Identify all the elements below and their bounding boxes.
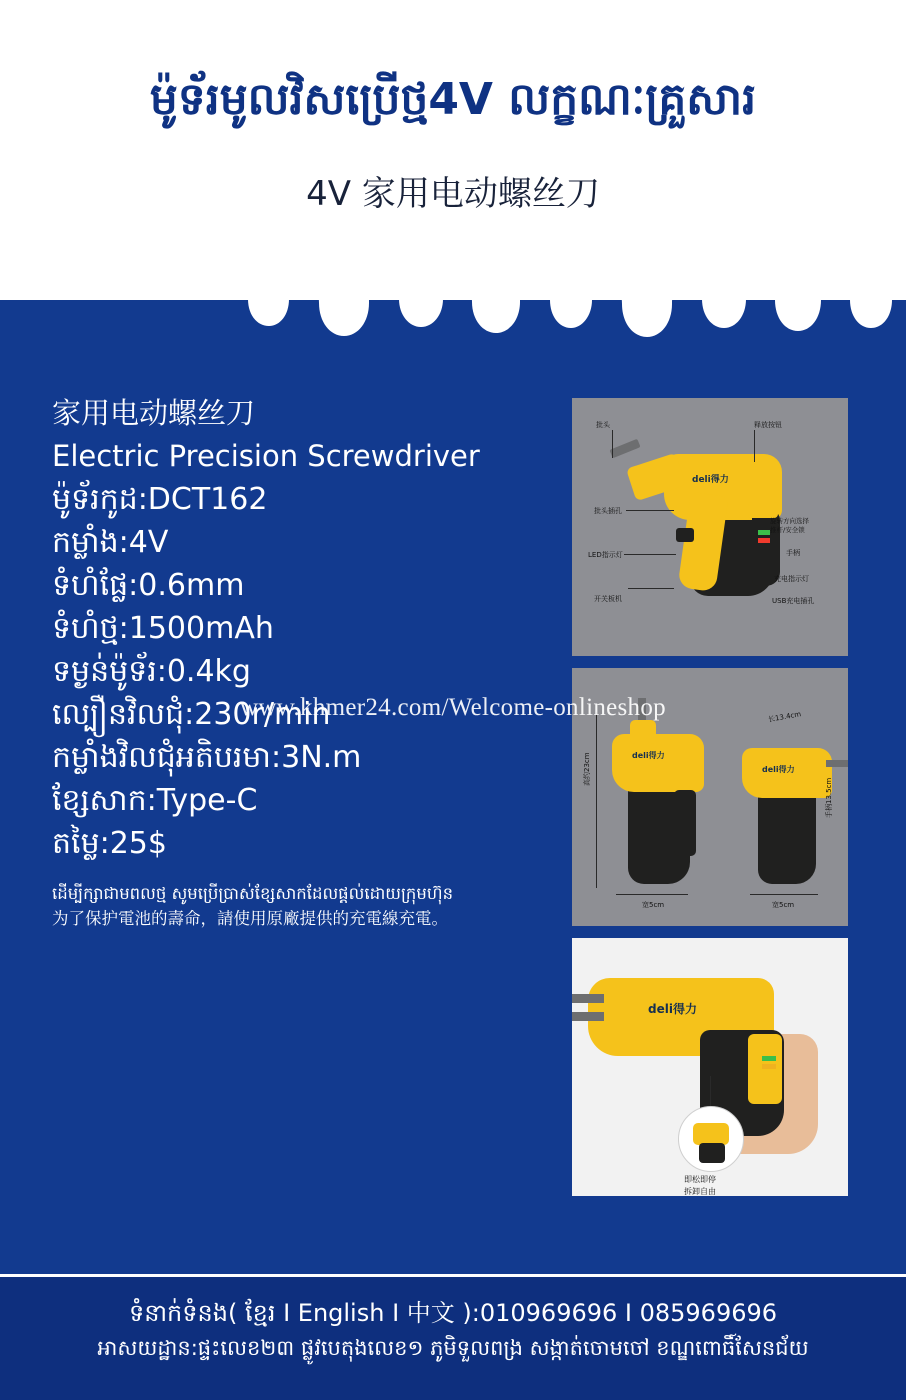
dimension-height: 高约23cm xyxy=(583,752,591,786)
dimension-line xyxy=(616,894,688,895)
spec-line: 家用电动螺丝刀 xyxy=(52,396,256,430)
callout-charge-indicator: 充电指示灯 xyxy=(774,575,809,583)
battery-note xyxy=(52,881,562,931)
dimension-width-left: 宽5cm xyxy=(642,901,665,909)
dimension-length: 长13.4cm xyxy=(767,710,802,724)
dimension-line xyxy=(750,894,818,895)
page-title-khmer: ម៉ូទ័រមូលវិសប្រើថ្ម4V លក្ខណៈគ្រួសារ xyxy=(149,74,757,125)
callout-quick-stop: 即松即停 xyxy=(684,1175,716,1184)
product-photo-parts-diagram xyxy=(572,398,848,656)
spec-line: ទម្ងន់ម៉ូទ័រ:0.4kg xyxy=(52,654,251,689)
product-photo-dimensions xyxy=(572,668,848,926)
callout-led: LED指示灯 xyxy=(588,551,623,559)
spec-line: កម្លាំង:4V xyxy=(52,525,169,560)
brand-logo-text: deli得力 xyxy=(692,475,729,485)
spec-line: Electric Precision Screwdriver xyxy=(52,439,480,473)
callout-leader xyxy=(612,430,613,458)
callout-free-detach: 拆卸自由 xyxy=(684,1187,716,1196)
callout-leader xyxy=(710,1076,711,1106)
callout-leader xyxy=(754,430,755,462)
footer-band xyxy=(0,1274,906,1400)
battery-note-chinese: 为了保护電池的壽命，請使用原廠提供的充電線充電。 xyxy=(52,909,448,928)
spec-line: តម្លៃ:25$ xyxy=(52,826,167,861)
drip-divider xyxy=(0,246,906,376)
watermark: www.khmer24.com/Welcome-onlineshop xyxy=(240,694,666,721)
brand-logo-text: deli得力 xyxy=(762,765,795,774)
callout-leader xyxy=(628,588,674,589)
callout-bit-socket: 批头插孔 xyxy=(594,507,622,515)
spec-line: ល្បឿនវិលជុំ:230r/min xyxy=(52,697,331,732)
spec-list xyxy=(52,392,532,931)
spec-line: កម្លាំងវិលជុំអតិបរមា:3N.m xyxy=(52,740,362,775)
callout-handle: 手柄 xyxy=(786,549,800,557)
spec-line: ខ្សែសាក:Type-C xyxy=(52,783,258,818)
footer-address: អាសយដ្ឋាន:ផ្ទះលេខ២៣ ផ្លូវបេតុងលេខ១ ភូមិទួលពង្រ សង្កាត់ចោមចៅ ខណ្ឌពោធិ៍សែនជ័យ xyxy=(97,1336,809,1360)
callout-leader xyxy=(624,554,676,555)
page-title-chinese: 4V 家用电动螺丝刀 xyxy=(306,174,600,214)
product-photo-in-hand xyxy=(572,938,848,1196)
dimension-line xyxy=(596,712,597,888)
callout-release-button: 释放按钮 xyxy=(754,421,782,429)
footer-contact: ទំនាក់ទំនង( ខ្មែរ I English I 中文 ):010969696 I 085969696 xyxy=(128,1299,778,1327)
battery-note-khmer: ដើម្បីក្សាជាមពលថ្ម សូមប្រើប្រាស់ខ្សែសាកដែលផ្តល់ដោយក្រុមហ៊ុន xyxy=(52,884,454,903)
callout-bit: 批头 xyxy=(596,421,610,429)
callout-direction-switch: 旋转方向选择 推杆/安全锁 xyxy=(770,517,809,534)
spec-line: ទំហំថ្ម:1500mAh xyxy=(52,611,274,646)
callout-leader xyxy=(626,510,674,511)
brand-logo-text: deli得力 xyxy=(648,1002,697,1016)
dimension-width-right: 宽5cm xyxy=(772,901,795,909)
spec-line: ម៉ូទ័រកូដ:DCT162 xyxy=(52,482,268,517)
callout-usb-port: USB充电插孔 xyxy=(772,597,815,605)
dimension-handle: 手柄13.5cm xyxy=(825,777,833,818)
brand-logo-text: deli得力 xyxy=(632,751,665,760)
callout-trigger: 开关板机 xyxy=(594,595,622,603)
spec-line: ទំហំផ្លែ:0.6mm xyxy=(52,568,245,603)
